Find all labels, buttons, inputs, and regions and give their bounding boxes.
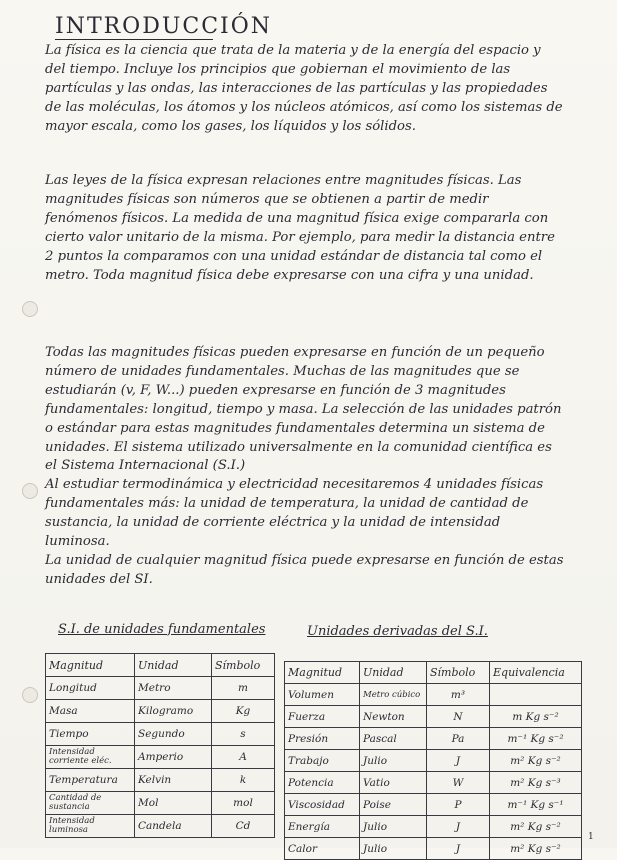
page-number: 1 xyxy=(588,832,594,842)
table-cell: Trabajo xyxy=(285,750,360,772)
table-cell: Cantidad de sustancia xyxy=(46,792,135,815)
table-row xyxy=(46,792,275,815)
column-header: Magnitud xyxy=(46,654,135,677)
binder-hole xyxy=(22,483,38,499)
binder-hole xyxy=(22,687,38,703)
table-cell: Intensidad corriente eléc. xyxy=(46,746,135,769)
column-header: Símbolo xyxy=(212,654,275,677)
table-cell: Julio xyxy=(360,750,427,772)
table-row xyxy=(285,772,582,794)
table-cell: Julio xyxy=(360,838,427,860)
table-row xyxy=(46,746,275,769)
table-cell: Volumen xyxy=(285,684,360,706)
table-cell: Metro cúbico xyxy=(360,684,427,706)
table-cell: Intensidad luminosa xyxy=(46,815,135,838)
table-cell: Julio xyxy=(360,816,427,838)
table-cell: m xyxy=(212,677,275,700)
table-cell: k xyxy=(212,769,275,792)
table-cell: Pa xyxy=(427,728,490,750)
table-cell: mol xyxy=(212,792,275,815)
table-cell: m⁻¹ Kg s⁻² xyxy=(490,728,582,750)
table-cell: J xyxy=(427,816,490,838)
table-cell: Cd xyxy=(212,815,275,838)
column-header: Símbolo xyxy=(427,662,490,684)
table-row xyxy=(285,706,582,728)
table-cell: A xyxy=(212,746,275,769)
table-row xyxy=(46,700,275,723)
table-cell: m² Kg s⁻² xyxy=(490,750,582,772)
table-cell: Calor xyxy=(285,838,360,860)
table-row xyxy=(285,816,582,838)
table-cell: Longitud xyxy=(46,677,135,700)
table-cell: Metro xyxy=(135,677,212,700)
table-row xyxy=(46,677,275,700)
table-cell: Mol xyxy=(135,792,212,815)
table-cell: Candela xyxy=(135,815,212,838)
table-header-row xyxy=(285,662,582,684)
paragraph-magnitudes: Las leyes de la física expresan relaciones entre magnitudes físicas. Las magnitudes físicas son números que se obtienen a partir de medir fenómenos físicos. La medida de una magnitud física exige compararla con cierto valor unitario de la misma. Por ejemplo, para medir la distancia entre 2 puntos la comparamos con una unidad estándar de distancia tal como el metro. Toda magnitud física debe expresarse con una cifra y una unidad. xyxy=(45,173,555,283)
table-row xyxy=(46,769,275,792)
table-cell: Kilogramo xyxy=(135,700,212,723)
title-underline xyxy=(55,39,213,40)
table-cell: m² Kg s⁻² xyxy=(490,816,582,838)
paragraph-units: Todas las magnitudes físicas pueden expresarse en función de un pequeño número de unidades fundamentales. Muchas de las magnitudes que se estudiarán (v, F, W...) pueden expresarse en función de 3 magnitudes fundamentales: longitud, tiempo y masa. La selección de las unidades patrón o estándar para estas magnitudes fundamentales determina un sistema de unidades. El sistema utilizado universalmente en la comunidad científica es el Sistema Internacional (S.I.) Al estudiar termodinámica y electricidad necesitaremos 4 unidades físicas fundamentales más: la unidad de temperatura, la unidad de cantidad de sustancia, la unidad de corriente eléctrica y la unidad de intensidad luminosa. La unidad de cualquier magnitud física puede expresarse en función de estas unidades del SI. xyxy=(45,345,564,587)
column-header: Equivalencia xyxy=(490,662,582,684)
table-row xyxy=(285,750,582,772)
table-cell: N xyxy=(427,706,490,728)
table-cell: Poise xyxy=(360,794,427,816)
table-cell: Amperio xyxy=(135,746,212,769)
table-row xyxy=(285,684,582,706)
paragraph-intro: La física es la ciencia que trata de la materia y de la energía del espacio y del tiempo. Incluye los principios que gobiernan el movimiento de las partículas y las ondas, las interacciones de las partículas y las propiedades de las moléculas, los átomos y los núcleos atómicos, así como los sistemas de mayor escala, como los gases, los líquidos y los sólidos. xyxy=(45,43,563,134)
derived-units-heading: Unidades derivadas del S.I. xyxy=(307,624,488,639)
table-cell: Viscosidad xyxy=(285,794,360,816)
table-cell: W xyxy=(427,772,490,794)
table-cell: Kg xyxy=(212,700,275,723)
column-header: Magnitud xyxy=(285,662,360,684)
table-row xyxy=(46,815,275,838)
table-cell xyxy=(490,684,582,706)
table-row xyxy=(285,794,582,816)
binder-hole xyxy=(22,301,38,317)
table-cell: Pascal xyxy=(360,728,427,750)
table-cell: Segundo xyxy=(135,723,212,746)
fundamental-units-table xyxy=(45,653,275,838)
column-header: Unidad xyxy=(135,654,212,677)
table-header-row xyxy=(46,654,275,677)
table-row xyxy=(285,838,582,860)
table-cell: Kelvin xyxy=(135,769,212,792)
page-title: INTRODUCCIÓN xyxy=(55,14,273,39)
table-cell: Vatio xyxy=(360,772,427,794)
column-header: Unidad xyxy=(360,662,427,684)
table-cell: Newton xyxy=(360,706,427,728)
table-cell: J xyxy=(427,838,490,860)
table-cell: m² Kg s⁻² xyxy=(490,838,582,860)
table-cell: Potencia xyxy=(285,772,360,794)
table-cell: Masa xyxy=(46,700,135,723)
table-cell: m³ xyxy=(427,684,490,706)
derived-units-table xyxy=(284,661,582,860)
table-cell: P xyxy=(427,794,490,816)
table-cell: Energía xyxy=(285,816,360,838)
table-cell: Tiempo xyxy=(46,723,135,746)
table-cell: Presión xyxy=(285,728,360,750)
table-row xyxy=(285,728,582,750)
table-cell: m⁻¹ Kg s⁻¹ xyxy=(490,794,582,816)
fundamental-units-heading: S.I. de unidades fundamentales xyxy=(58,622,266,637)
table-row xyxy=(46,723,275,746)
table-cell: Fuerza xyxy=(285,706,360,728)
table-cell: m Kg s⁻² xyxy=(490,706,582,728)
table-cell: s xyxy=(212,723,275,746)
table-cell: m² Kg s⁻³ xyxy=(490,772,582,794)
table-cell: J xyxy=(427,750,490,772)
table-cell: Temperatura xyxy=(46,769,135,792)
